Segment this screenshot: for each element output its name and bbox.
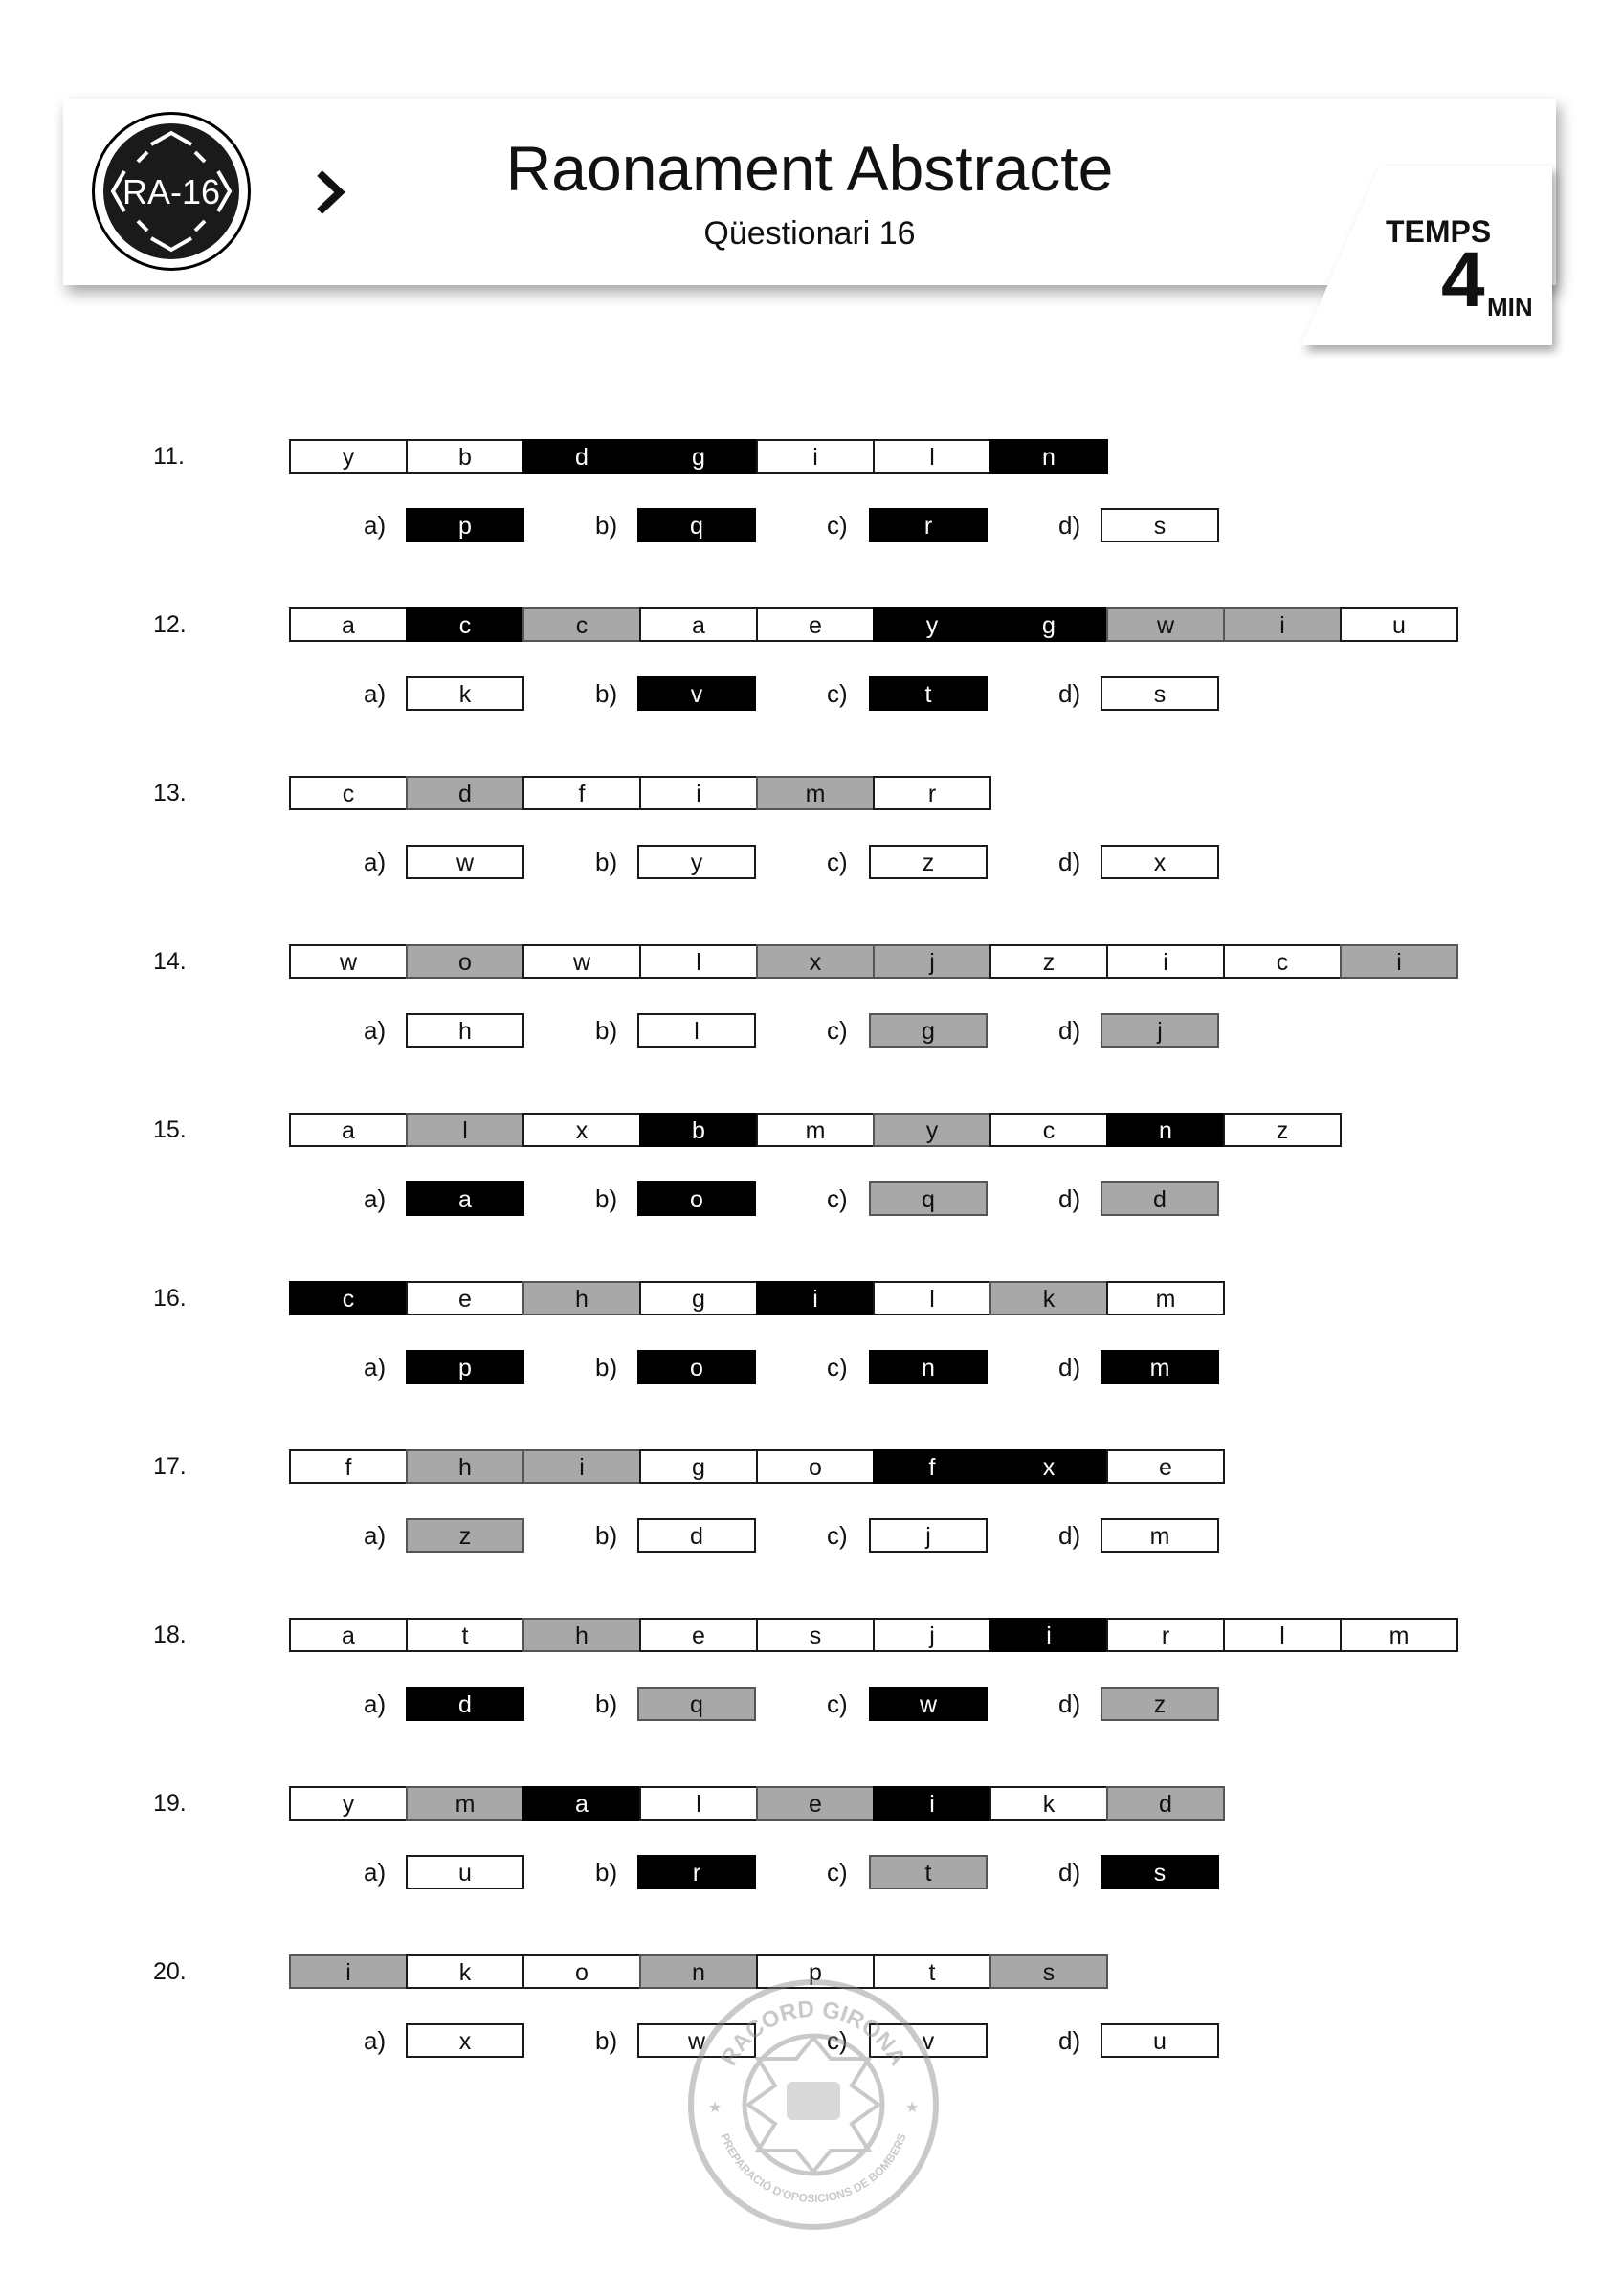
option-label: d) xyxy=(1058,1858,1081,1887)
series-cell: d xyxy=(406,776,524,810)
answer-option[interactable]: m xyxy=(1101,1518,1219,1553)
series-cell: f xyxy=(873,1449,991,1484)
answer-option[interactable]: q xyxy=(637,508,756,542)
option-label: b) xyxy=(595,848,618,876)
series-cell: k xyxy=(989,1786,1108,1821)
series-cell: n xyxy=(639,1954,758,1989)
answer-option[interactable]: t xyxy=(869,1855,988,1889)
series-cell: l xyxy=(639,944,758,979)
series-cell: e xyxy=(639,1618,758,1652)
series-cell: m xyxy=(406,1786,524,1821)
option-label: c) xyxy=(827,1016,848,1045)
series-cell: h xyxy=(522,1618,641,1652)
series-cell: a xyxy=(639,607,758,642)
series-cell: u xyxy=(1340,607,1458,642)
question-number: 14. xyxy=(153,948,187,975)
option-label: b) xyxy=(595,1184,618,1213)
answer-option[interactable]: a xyxy=(406,1181,524,1216)
answer-option[interactable]: t xyxy=(869,676,988,711)
option-label: d) xyxy=(1058,2026,1081,2055)
option-label: a) xyxy=(364,511,387,540)
option-label: b) xyxy=(595,1521,618,1550)
series-cell: t xyxy=(406,1618,524,1652)
option-label: d) xyxy=(1058,1016,1081,1045)
question-number: 15. xyxy=(153,1116,187,1143)
answer-option[interactable]: m xyxy=(1101,1350,1219,1384)
series-cell: j xyxy=(873,944,991,979)
answer-option[interactable]: s xyxy=(1101,508,1219,542)
series-cell: x xyxy=(522,1113,641,1147)
series-cell: b xyxy=(639,1113,758,1147)
series-cell: p xyxy=(756,1954,875,1989)
series-cell: c xyxy=(989,1113,1108,1147)
option-label: d) xyxy=(1058,679,1081,708)
series-cell: l xyxy=(639,1786,758,1821)
series-cell: s xyxy=(756,1618,875,1652)
option-label: a) xyxy=(364,2026,387,2055)
series-cell: s xyxy=(989,1954,1108,1989)
star-icon: ★ xyxy=(708,2100,723,2116)
option-label: d) xyxy=(1058,1521,1081,1550)
series-cell: b xyxy=(406,439,524,474)
series-cell: g xyxy=(639,1449,758,1484)
series-cell: y xyxy=(873,1113,991,1147)
series-cell: y xyxy=(873,607,991,642)
option-label: c) xyxy=(827,511,848,540)
series-cell: m xyxy=(1106,1281,1225,1315)
option-label: c) xyxy=(827,679,848,708)
option-label: c) xyxy=(827,1184,848,1213)
question-number: 17. xyxy=(153,1453,187,1480)
answer-option[interactable]: j xyxy=(1101,1013,1219,1048)
series-cell: k xyxy=(406,1954,524,1989)
option-label: a) xyxy=(364,848,387,876)
series-cell: a xyxy=(289,607,408,642)
series-cell: e xyxy=(1106,1449,1225,1484)
series-cell: e xyxy=(756,607,875,642)
option-label: b) xyxy=(595,1858,618,1887)
answer-option[interactable]: l xyxy=(637,1013,756,1048)
stamp-bottom-text: PREPARACIÓ D'OPOSICIONS DE BOMBERS xyxy=(718,2131,909,2206)
series-cell: g xyxy=(639,439,758,474)
watermark-stamp xyxy=(687,1978,940,2231)
option-label: d) xyxy=(1058,1689,1081,1718)
series-cell: l xyxy=(1223,1618,1342,1652)
series-cell: n xyxy=(989,439,1108,474)
series-cell: o xyxy=(522,1954,641,1989)
question-number: 16. xyxy=(153,1285,187,1312)
answer-option[interactable]: d xyxy=(1101,1181,1219,1216)
option-label: a) xyxy=(364,1353,387,1381)
series-cell: c xyxy=(1223,944,1342,979)
page-title: Raonament Abstracte xyxy=(505,133,1114,204)
series-cell: h xyxy=(522,1281,641,1315)
answer-option[interactable]: h xyxy=(406,1013,524,1048)
time-unit: MIN xyxy=(1487,293,1533,321)
series-cell: a xyxy=(289,1618,408,1652)
option-label: b) xyxy=(595,1016,618,1045)
series-cell: i xyxy=(1106,944,1225,979)
question-number: 19. xyxy=(153,1790,187,1817)
series-cell: l xyxy=(406,1113,524,1147)
answer-option[interactable]: r xyxy=(869,508,988,542)
star-icon: ★ xyxy=(905,2100,920,2116)
series-cell: i xyxy=(1223,607,1342,642)
question-number: 20. xyxy=(153,1958,187,1985)
series-cell: i xyxy=(639,776,758,810)
answer-option[interactable]: x xyxy=(1101,845,1219,879)
answer-option[interactable]: x xyxy=(406,2023,524,2058)
option-label: c) xyxy=(827,1689,848,1718)
answer-option[interactable]: s xyxy=(1101,676,1219,711)
option-label: d) xyxy=(1058,1184,1081,1213)
question-number: 13. xyxy=(153,780,187,806)
answer-option[interactable]: u xyxy=(1101,2023,1219,2058)
answer-option[interactable]: w xyxy=(869,1687,988,1721)
series-cell: y xyxy=(289,1786,408,1821)
series-cell: j xyxy=(873,1618,991,1652)
option-label: b) xyxy=(595,1353,618,1381)
answer-option[interactable]: w xyxy=(406,845,524,879)
answer-option[interactable]: z xyxy=(869,845,988,879)
answer-option[interactable]: p xyxy=(406,508,524,542)
answer-option[interactable]: p xyxy=(406,1350,524,1384)
answer-option[interactable]: q xyxy=(869,1181,988,1216)
answer-option[interactable]: n xyxy=(869,1350,988,1384)
series-cell: i xyxy=(289,1954,408,1989)
series-cell: h xyxy=(406,1449,524,1484)
series-cell: f xyxy=(522,776,641,810)
series-cell: m xyxy=(1340,1618,1458,1652)
series-cell: e xyxy=(406,1281,524,1315)
series-cell: a xyxy=(289,1113,408,1147)
series-cell: i xyxy=(1340,944,1458,979)
series-cell: i xyxy=(756,1281,875,1315)
option-label: c) xyxy=(827,1858,848,1887)
series-cell: r xyxy=(873,776,991,810)
option-label: b) xyxy=(595,1689,618,1718)
series-cell: e xyxy=(756,1786,875,1821)
option-label: b) xyxy=(595,679,618,708)
series-cell: d xyxy=(1106,1786,1225,1821)
answer-option[interactable]: d xyxy=(406,1687,524,1721)
stamp-top-text: RACORD GIRONA xyxy=(716,1996,911,2070)
series-cell: t xyxy=(873,1954,991,1989)
series-cell: r xyxy=(1106,1618,1225,1652)
option-label: c) xyxy=(827,2026,848,2055)
series-cell: o xyxy=(756,1449,875,1484)
logo-text: RA-16 xyxy=(122,172,221,211)
question-number: 11. xyxy=(153,443,185,470)
answer-option[interactable]: d xyxy=(637,1518,756,1553)
answer-option[interactable]: g xyxy=(869,1013,988,1048)
option-label: a) xyxy=(364,1858,387,1887)
option-label: b) xyxy=(595,2026,618,2055)
question-number: 18. xyxy=(153,1622,187,1648)
series-cell: c xyxy=(289,1281,408,1315)
series-cell: d xyxy=(522,439,641,474)
answer-option[interactable]: z xyxy=(406,1518,524,1553)
time-card xyxy=(1294,158,1571,359)
series-cell: i xyxy=(989,1618,1108,1652)
series-cell: x xyxy=(989,1449,1108,1484)
series-cell: i xyxy=(522,1449,641,1484)
answer-option[interactable]: s xyxy=(1101,1855,1219,1889)
time-value: 4 xyxy=(1441,236,1485,323)
series-cell: m xyxy=(756,1113,875,1147)
series-cell: g xyxy=(639,1281,758,1315)
series-cell: l xyxy=(873,1281,991,1315)
page-subtitle: Qüestionari 16 xyxy=(703,215,916,252)
time-label: TEMPS xyxy=(1386,214,1492,249)
option-label: a) xyxy=(364,679,387,708)
series-cell: m xyxy=(756,776,875,810)
series-cell: w xyxy=(1106,607,1225,642)
answer-option[interactable]: k xyxy=(406,676,524,711)
series-cell: n xyxy=(1106,1113,1225,1147)
series-cell: g xyxy=(989,607,1108,642)
answer-option[interactable]: v xyxy=(637,676,756,711)
series-cell: i xyxy=(873,1786,991,1821)
series-cell: z xyxy=(1223,1113,1342,1147)
series-cell: c xyxy=(522,607,641,642)
option-label: c) xyxy=(827,1353,848,1381)
series-cell: f xyxy=(289,1449,408,1484)
answer-option[interactable]: z xyxy=(1101,1687,1219,1721)
series-cell: w xyxy=(522,944,641,979)
series-cell: o xyxy=(406,944,524,979)
answer-option[interactable]: y xyxy=(637,845,756,879)
answer-option[interactable]: v xyxy=(869,2023,988,2058)
option-label: a) xyxy=(364,1016,387,1045)
option-label: a) xyxy=(364,1689,387,1718)
series-cell: y xyxy=(289,439,408,474)
option-label: d) xyxy=(1058,848,1081,876)
option-label: c) xyxy=(827,848,848,876)
answer-option[interactable]: w xyxy=(637,2023,756,2058)
option-label: a) xyxy=(364,1184,387,1213)
answer-option[interactable]: j xyxy=(869,1518,988,1553)
option-label: d) xyxy=(1058,511,1081,540)
answer-option[interactable]: r xyxy=(637,1855,756,1889)
answer-option[interactable]: o xyxy=(637,1181,756,1216)
series-cell: k xyxy=(989,1281,1108,1315)
series-cell: z xyxy=(989,944,1108,979)
series-cell: w xyxy=(289,944,408,979)
answer-option[interactable]: u xyxy=(406,1855,524,1889)
option-label: d) xyxy=(1058,1353,1081,1381)
series-cell: c xyxy=(289,776,408,810)
answer-option[interactable]: q xyxy=(637,1687,756,1721)
option-label: b) xyxy=(595,511,618,540)
series-cell: c xyxy=(406,607,524,642)
option-label: a) xyxy=(364,1521,387,1550)
option-label: c) xyxy=(827,1521,848,1550)
series-cell: i xyxy=(756,439,875,474)
series-cell: x xyxy=(756,944,875,979)
answer-option[interactable]: o xyxy=(637,1350,756,1384)
series-cell: a xyxy=(522,1786,641,1821)
question-number: 12. xyxy=(153,611,187,638)
series-cell: l xyxy=(873,439,991,474)
